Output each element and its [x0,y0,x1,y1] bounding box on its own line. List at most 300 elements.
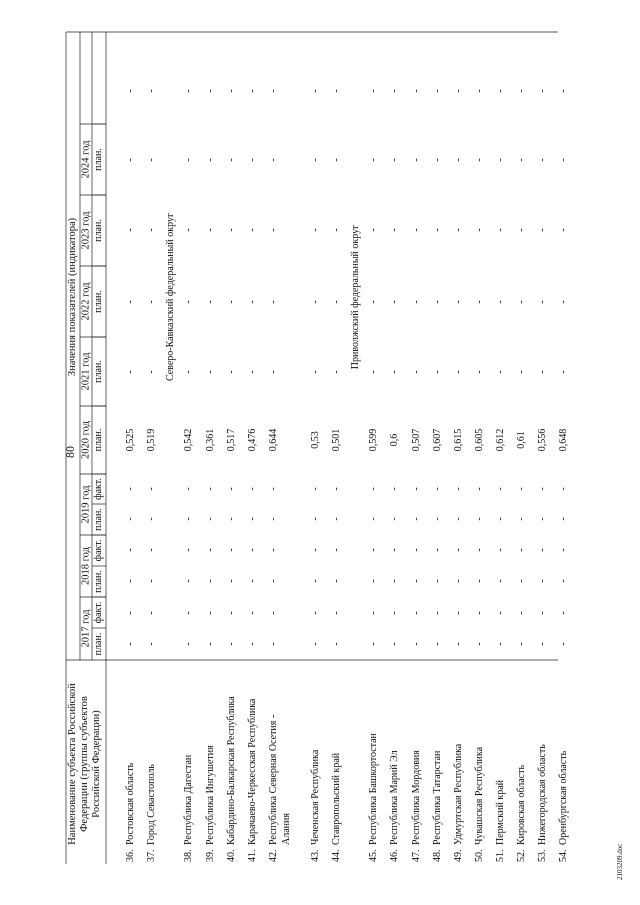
empty-value: - [125,517,136,521]
empty-value: - [247,548,258,552]
empty-value: - [474,548,485,552]
empty-value: - [537,300,548,304]
empty-value: - [516,228,527,232]
table-row [558,89,569,862]
empty-value: - [205,158,216,162]
empty-value: - [537,487,548,491]
subcolumn-label: факт. [93,478,104,500]
empty-value: - [453,579,464,583]
empty-value: - [516,487,527,491]
empty-value: - [411,300,422,304]
row-region-name: Город Севастополь [146,764,157,845]
empty-value: - [453,158,464,162]
empty-value: - [516,611,527,615]
empty-value: - [368,300,379,304]
empty-value: - [268,642,279,646]
subcolumn-label: факт. [93,601,104,624]
empty-value: - [411,370,422,374]
empty-value: - [268,611,279,615]
year-label: 2019 год [80,485,92,524]
empty-value: - [205,579,216,583]
empty-value: - [474,487,485,491]
empty-value: - [389,300,400,304]
year-label: 2023 год [80,211,92,250]
empty-value: - [368,158,379,162]
table-row [183,89,194,862]
empty-value: - [125,300,136,304]
row-region-name: Чувашская Республика [474,746,485,845]
empty-value: - [125,611,136,615]
empty-value: - [368,228,379,232]
empty-value: - [205,228,216,232]
row-number: 48. [432,849,443,862]
value-2020-plan: 0,525 [125,428,136,452]
empty-value: - [495,89,506,93]
empty-value: - [411,89,422,93]
empty-value: - [474,611,485,615]
page-number: 80 [63,446,77,458]
empty-value: - [537,517,548,521]
empty-value: - [516,370,527,374]
empty-value: - [146,487,157,491]
empty-value: - [495,158,506,162]
year-label: 2022 год [80,282,92,321]
table-row [516,89,527,862]
empty-value: - [226,517,237,521]
name-col-line-3: Российской Федерации) [91,710,102,818]
empty-value: - [432,611,443,615]
value-2020-plan: 0,519 [146,428,157,452]
name-col-line-1: Наименование субъекта Российской [67,683,78,845]
empty-value: - [495,300,506,304]
empty-value: - [310,300,321,304]
empty-value: - [411,579,422,583]
empty-value: - [268,158,279,162]
values-group-title: Значения показателей (индикатора) [67,217,78,377]
empty-value: - [453,548,464,552]
row-number: 40. [226,849,237,862]
table-row [495,89,506,862]
empty-value: - [310,642,321,646]
empty-value: - [558,611,569,615]
empty-value: - [331,487,342,491]
empty-value: - [389,487,400,491]
empty-value: - [495,579,506,583]
empty-value: - [495,487,506,491]
empty-value: - [453,300,464,304]
empty-value: - [268,548,279,552]
empty-value: - [368,487,379,491]
row-number: 46. [389,849,400,862]
empty-value: - [205,300,216,304]
empty-value: - [368,89,379,93]
empty-value: - [411,548,422,552]
empty-value: - [558,517,569,521]
empty-value: - [310,487,321,491]
empty-value: - [310,517,321,521]
empty-value: - [268,487,279,491]
value-2020-plan: 0,6 [389,433,400,447]
empty-value: - [331,228,342,232]
subcolumn-label: план. [93,148,104,171]
value-2020-plan: 0,507 [411,428,422,452]
year-label: 2021 год [80,352,92,391]
value-2020-plan: 0,501 [331,428,342,452]
empty-value: - [474,158,485,162]
empty-value: - [558,579,569,583]
row-number: 42. [268,849,279,862]
subcolumn-label: план. [93,428,104,452]
row-region-name: Оренбургская область [558,750,569,845]
empty-value: - [558,642,569,646]
row-number: 49. [453,849,464,862]
row-number: 41. [247,849,258,862]
table-header [67,140,104,845]
empty-value: - [432,487,443,491]
year-label: 2020 год [80,421,92,459]
subcolumn-label: факт. [93,539,104,562]
empty-value: - [453,370,464,374]
empty-value: - [310,158,321,162]
empty-value: - [146,300,157,304]
year-label: 2018 год [80,547,92,585]
empty-value: - [516,517,527,521]
row-region-name: Ставропольский край [331,752,342,845]
empty-value: - [432,579,443,583]
empty-value: - [558,158,569,162]
empty-value: - [183,579,194,583]
row-region-name: Республика Татарстан [432,750,443,845]
empty-value: - [495,611,506,615]
empty-value: - [226,642,237,646]
table-row [411,89,422,862]
empty-value: - [389,611,400,615]
empty-value: - [226,487,237,491]
empty-value: - [432,228,443,232]
table-row [432,89,443,862]
row-region-name: Пермский край [495,780,506,845]
empty-value: - [310,548,321,552]
empty-value: - [226,611,237,615]
empty-value: - [474,89,485,93]
empty-value: - [368,370,379,374]
empty-value: - [331,517,342,521]
subcolumn-label: план. [93,508,104,531]
empty-value: - [268,228,279,232]
empty-value: - [226,89,237,93]
empty-value: - [247,158,258,162]
value-2020-plan: 0,517 [226,428,237,452]
value-2020-plan: 0,53 [310,431,321,449]
name-column-header [67,683,102,845]
table-row [310,89,321,862]
empty-value: - [125,370,136,374]
table-row [125,89,136,862]
empty-value: - [516,548,527,552]
empty-value: - [474,579,485,583]
empty-value: - [183,89,194,93]
empty-value: - [389,579,400,583]
row-number: 54. [558,849,569,862]
empty-value: - [205,548,216,552]
empty-value: - [474,642,485,646]
empty-value: - [368,579,379,583]
empty-value: - [331,158,342,162]
empty-value: - [389,89,400,93]
empty-value: - [453,89,464,93]
value-2020-plan: 0,607 [432,428,443,452]
empty-value: - [146,228,157,232]
year-label: 2017 год [80,609,92,648]
row-region-name: Республика Башкортостан [368,733,379,845]
empty-value: - [537,158,548,162]
empty-value: - [411,228,422,232]
row-region-name: Чеченская Республика [310,749,321,845]
empty-value: - [558,548,569,552]
table-row [247,89,258,862]
year-labels [81,140,92,648]
value-2020-plan: 0,599 [368,428,379,452]
subcolumn-label: план. [93,219,104,242]
value-2020-plan: 0,615 [453,428,464,452]
row-number: 50. [474,849,485,862]
table-row [453,89,464,862]
empty-value: - [558,370,569,374]
empty-value: - [453,642,464,646]
empty-value: - [268,300,279,304]
empty-value: - [268,517,279,521]
empty-value: - [310,89,321,93]
empty-value: - [247,89,258,93]
empty-value: - [146,642,157,646]
table-row [537,89,548,862]
empty-value: - [331,300,342,304]
empty-value: - [495,517,506,521]
empty-value: - [125,579,136,583]
empty-value: - [411,517,422,521]
table-row [146,89,157,862]
value-2020-plan: 0,648 [558,428,569,452]
empty-value: - [516,579,527,583]
empty-value: - [247,642,258,646]
empty-value: - [268,370,279,374]
empty-value: - [516,642,527,646]
empty-value: - [453,611,464,615]
empty-value: - [310,370,321,374]
empty-value: - [411,611,422,615]
empty-value: - [183,228,194,232]
empty-value: - [368,642,379,646]
row-number: 52. [516,849,527,862]
empty-value: - [432,89,443,93]
empty-value: - [125,548,136,552]
empty-value: - [125,158,136,162]
value-2020-plan: 0,605 [474,428,485,452]
row-number: 44. [331,849,342,862]
row-number: 39. [205,849,216,862]
indicator-table [66,32,569,864]
empty-value: - [226,548,237,552]
empty-value: - [537,370,548,374]
empty-value: - [183,611,194,615]
empty-value: - [183,487,194,491]
footer-filename: 2103209.doc [616,843,624,880]
table-row [226,89,237,862]
empty-value: - [125,487,136,491]
row-region-name: Кабардино-Балкарская Республика [226,696,237,845]
table-row [205,89,216,862]
empty-value: - [226,228,237,232]
empty-value: - [389,517,400,521]
empty-value: - [389,642,400,646]
empty-value: - [331,611,342,615]
row-number: 45. [368,849,379,862]
empty-value: - [310,611,321,615]
empty-value: - [146,517,157,521]
empty-value: - [558,228,569,232]
empty-value: - [389,228,400,232]
empty-value: - [558,487,569,491]
section-title: Северо-Кавказский федеральный округ [165,212,176,382]
empty-value: - [453,228,464,232]
name-col-line-2: Федерации (группы субъектов [79,696,90,832]
empty-value: - [226,370,237,374]
empty-value: - [474,517,485,521]
subcolumn-label: план. [93,570,104,593]
table-row [331,89,342,862]
empty-value: - [495,228,506,232]
row-number: 36. [125,849,136,862]
row-region-name: Республика Мордовия [411,750,422,845]
empty-value: - [516,89,527,93]
year-label: 2024 год [80,140,92,179]
empty-value: - [537,642,548,646]
empty-value: - [537,611,548,615]
empty-value: - [146,579,157,583]
empty-value: - [146,158,157,162]
empty-value: - [268,89,279,93]
empty-value: - [125,89,136,93]
row-number: 43. [310,849,321,862]
empty-value: - [537,579,548,583]
empty-value: - [205,370,216,374]
empty-value: - [205,642,216,646]
value-2020-plan: 0,61 [516,431,527,449]
empty-value: - [474,228,485,232]
row-region-name: Республика Марий Эл [389,750,400,845]
row-number: 37. [146,849,157,862]
empty-value: - [432,517,443,521]
row-number: 53. [537,849,548,862]
empty-value: - [558,89,569,93]
empty-value: - [411,487,422,491]
row-region-name: Нижегородская область [537,744,548,845]
empty-value: - [183,548,194,552]
empty-value: - [432,300,443,304]
empty-value: - [474,370,485,374]
empty-value: - [537,89,548,93]
empty-value: - [516,300,527,304]
empty-value: - [183,300,194,304]
subcolumn-label: план. [93,632,104,656]
row-region-name: Кировская область [516,764,527,845]
empty-value: - [474,300,485,304]
empty-value: - [537,228,548,232]
empty-value: - [125,228,136,232]
empty-value: - [247,370,258,374]
value-2020-plan: 0,612 [495,428,506,452]
empty-value: - [183,158,194,162]
empty-value: - [205,487,216,491]
empty-value: - [146,611,157,615]
empty-value: - [310,579,321,583]
empty-value: - [247,487,258,491]
empty-value: - [432,642,443,646]
value-2020-plan: 0,476 [247,428,258,452]
table-body [125,89,569,862]
empty-value: - [368,548,379,552]
row-number: 51. [495,849,506,862]
empty-value: - [389,548,400,552]
empty-value: - [205,611,216,615]
empty-value: - [226,300,237,304]
table-row [389,89,400,862]
empty-value: - [247,300,258,304]
table-row [268,89,292,862]
empty-value: - [331,548,342,552]
empty-value: - [537,548,548,552]
empty-value: - [247,228,258,232]
empty-value: - [183,517,194,521]
empty-value: - [453,517,464,521]
empty-value: - [183,370,194,374]
empty-value: - [125,642,136,646]
empty-value: - [268,579,279,583]
empty-value: - [331,579,342,583]
row-region-name: Республика Северная Осетия - [268,714,279,845]
empty-value: - [389,158,400,162]
empty-value: - [205,517,216,521]
row-region-name: Республика Ингушетия [205,745,216,845]
subcolumn-labels [93,148,104,655]
empty-value: - [411,158,422,162]
empty-value: - [432,548,443,552]
empty-value: - [331,89,342,93]
row-region-name: Ростовская область [125,762,136,845]
table-row [474,89,485,862]
empty-value: - [247,611,258,615]
empty-value: - [432,370,443,374]
value-2020-plan: 0,644 [268,428,279,452]
empty-value: - [226,579,237,583]
row-region-name: Алания [281,813,292,845]
empty-value: - [146,89,157,93]
empty-value: - [331,642,342,646]
empty-value: - [558,300,569,304]
empty-value: - [310,228,321,232]
row-number: 47. [411,849,422,862]
empty-value: - [247,517,258,521]
value-2020-plan: 0,556 [537,428,548,452]
value-2020-plan: 0,361 [205,428,216,452]
subcolumn-label: план. [93,360,104,383]
value-2020-plan: 0,542 [183,428,194,452]
row-number: 38. [183,849,194,862]
empty-value: - [411,642,422,646]
empty-value: - [495,548,506,552]
row-region-name: Республика Дагестан [183,754,194,845]
empty-value: - [516,158,527,162]
